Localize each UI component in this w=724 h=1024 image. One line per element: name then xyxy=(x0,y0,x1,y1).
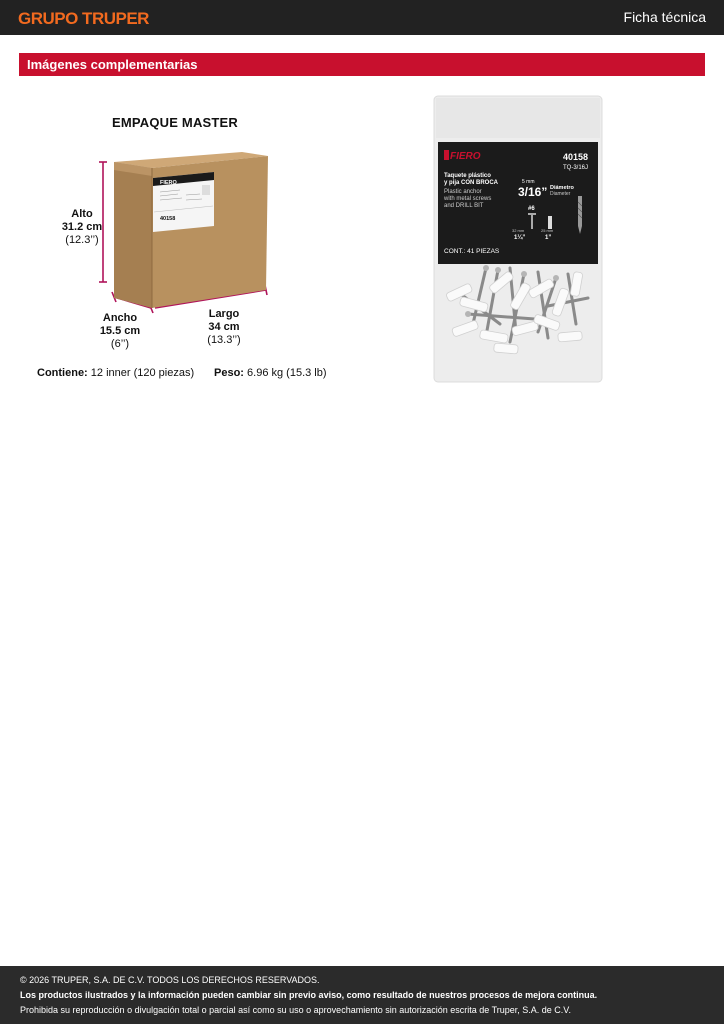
master-pack-title: EMPAQUE MASTER xyxy=(111,115,239,130)
contents-spec xyxy=(37,367,194,380)
drill-bit-icon xyxy=(578,196,582,234)
card-desc-es-2: y pija CON BROCA xyxy=(444,180,499,186)
box-label-brand: FIERO xyxy=(160,180,177,186)
card-size-in: 3/16” xyxy=(518,185,548,199)
card-code: 40158 xyxy=(562,152,588,162)
card-diameter-es: Diámetro xyxy=(550,185,574,191)
contents-key: Contiene: xyxy=(37,367,88,379)
weight-value: 6.96 kg (15.3 lb) xyxy=(243,367,327,379)
card-len1-in: 1¼” xyxy=(514,235,526,241)
card-brand: FIERO xyxy=(450,151,481,162)
company-logo: GRUPO TRUPER xyxy=(18,9,149,28)
contents-value: 12 inner (120 piezas) xyxy=(87,367,195,379)
section-header xyxy=(19,53,705,76)
section-title: Imágenes complementarias xyxy=(27,57,198,72)
card-desc-en-1: Plastic anchor xyxy=(444,189,482,195)
product-package-photo xyxy=(428,92,608,387)
width-label: Ancho xyxy=(102,312,138,324)
footer xyxy=(0,966,724,1024)
box-side xyxy=(114,162,152,308)
master-box-illustration xyxy=(0,140,350,360)
document-type: Ficha técnica xyxy=(623,9,706,25)
box-label-code: 40158 xyxy=(160,216,176,222)
height-metric: 31.2 cm xyxy=(61,221,103,233)
length-label: Largo xyxy=(208,308,240,320)
card-model: TQ-3/16J xyxy=(562,165,588,171)
width-imperial: (6’’) xyxy=(110,338,130,350)
length-metric: 34 cm xyxy=(208,321,240,333)
width-dimension xyxy=(94,312,146,351)
card-piece-count: CONT.: 41 PIEZAS xyxy=(444,248,500,255)
card-len2-mm: 25 mm xyxy=(541,228,554,233)
width-metric: 15.5 cm xyxy=(99,325,141,337)
length-imperial: (13.3’’) xyxy=(207,334,241,346)
card-screw-size: #6 xyxy=(528,206,535,212)
header-bar xyxy=(0,0,724,35)
weight-spec xyxy=(214,367,327,380)
footer-legal: Prohibida su reproducción o divulgación total o parcial así como su uso o aprovechamiento sin autorización escrita de Truper, S.A. de C.V. xyxy=(20,1005,571,1015)
card-len2-in: 1” xyxy=(545,235,552,241)
weight-key: Peso: xyxy=(214,367,244,379)
footer-disclaimer: Los productos ilustrados y la información pueden cambiar sin previo aviso, como resultado de nuestros procesos de mejora continua. xyxy=(20,990,598,1000)
card-desc-en-2: with metal screws xyxy=(444,196,492,202)
card-size-mm: 5 mm xyxy=(522,179,535,185)
card-diameter-en: Diameter xyxy=(550,191,571,197)
height-label: Alto xyxy=(71,208,93,220)
card-len1-mm: 32 mm xyxy=(512,228,525,233)
height-imperial: (12.3’’) xyxy=(65,234,99,246)
card-desc-en-3: and DRILL BIT xyxy=(444,203,484,209)
length-dimension xyxy=(196,308,252,347)
footer-copyright: © 2026 TRUPER, S.A. DE C.V. TODOS LOS DERECHOS RESERVADOS. xyxy=(20,975,320,985)
height-dimension xyxy=(56,208,108,247)
card-desc-es-1: Taquete plástico xyxy=(444,173,491,179)
